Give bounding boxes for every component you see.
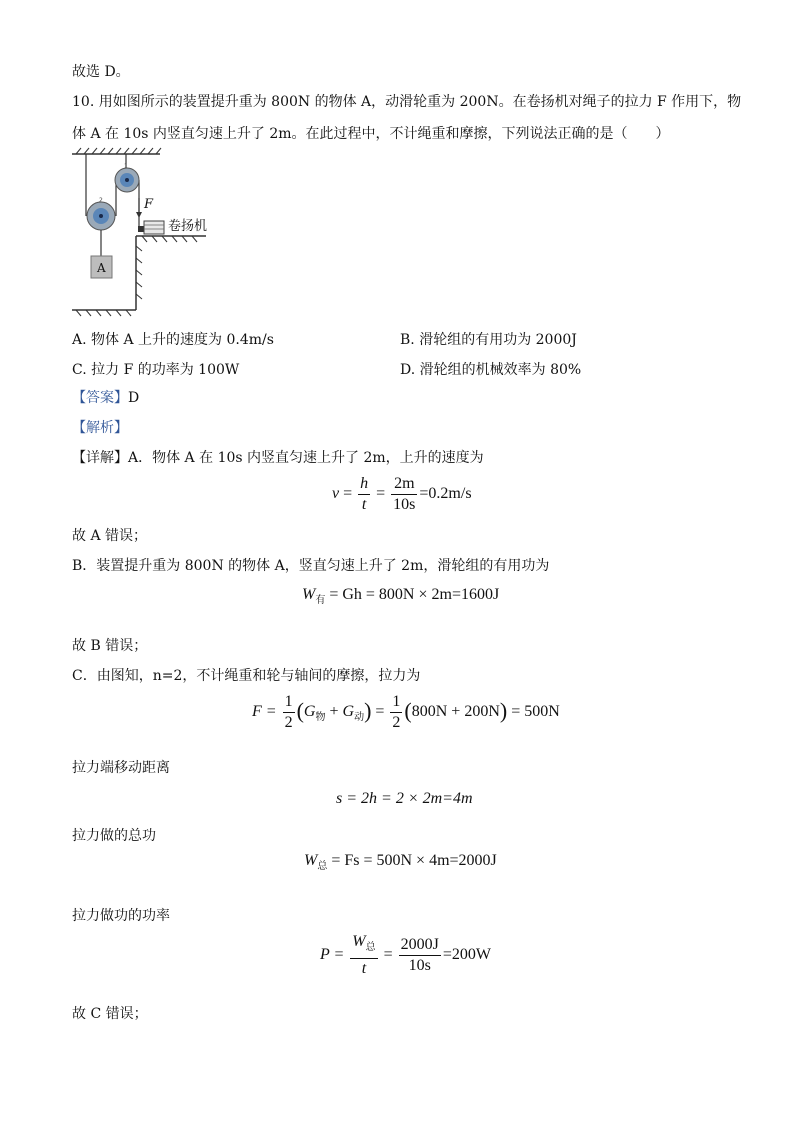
w-total-sub: 总: [317, 861, 328, 872]
p-den2: 10s: [408, 957, 431, 974]
f-lhs: F =: [252, 703, 281, 721]
p-num2: 2000J: [399, 935, 441, 956]
f-half-num-2: 1: [390, 692, 402, 713]
pulley-bottom-label: 2: [99, 197, 103, 204]
question-line-1: 10. 用如图所示的装置提升重为 800N 的物体 A，动滑轮重为 200N。在卷扬机对绳子的拉力 F 作用下，物: [72, 94, 742, 110]
answer-value: D: [128, 390, 140, 406]
option-a: A. 物体 A 上升的速度为 0.4m/s: [72, 332, 274, 348]
detail-tag: 【详解】: [72, 450, 128, 466]
power-formula: P = $\frac{W_总}{t}$ = $\frac{2000J}{10s}$ =200W: [320, 933, 491, 977]
option-b: B. 滑轮组的有用功为 2000J: [400, 332, 577, 348]
p-num: W: [352, 933, 366, 950]
power-text: 拉力做功的功率: [72, 908, 170, 924]
force-formula: F = $\frac{1}{2}$ $(G_物 + G_动)$ = $\frac{1}{2}$ (800N + 200N) = 500N: [252, 693, 560, 731]
f-half-2: [390, 692, 402, 733]
useful-work-formula: [302, 586, 499, 606]
total-work-text: 拉力做的总功: [72, 828, 156, 844]
w-useful-sub: 有: [315, 595, 326, 606]
pulley-figure: [72, 146, 232, 318]
answer-tag: 【答案】: [72, 390, 128, 406]
f-numbers: 800N + 200N: [411, 703, 500, 721]
detail-a-text: A．物体 A 在 10s 内竖直匀速上升了 2m，上升的速度为: [128, 450, 484, 466]
p-num-sub: 总: [365, 942, 376, 953]
w-total-symbol: W: [304, 852, 318, 869]
option-c: C. 拉力 F 的功率为 100W: [72, 362, 240, 378]
f-half-den-2: 2: [392, 714, 401, 731]
f-result: = 500N: [507, 703, 560, 721]
v-den2: 10s: [393, 496, 416, 513]
force-label: F: [144, 197, 154, 212]
detail-b-conclusion: 故 B 错误；: [72, 638, 148, 654]
f-half-den: 2: [284, 714, 293, 731]
p-fraction-2: [399, 935, 441, 976]
f-half-num: 1: [283, 692, 295, 713]
v-num2: 2m: [391, 474, 417, 495]
distance-text: 拉力端移动距离: [72, 760, 170, 776]
detail-a-line: [72, 448, 484, 468]
block-a-label: A: [97, 261, 106, 275]
v-symbol: v: [332, 485, 340, 503]
detail-c-conclusion: 故 C 错误；: [72, 1006, 148, 1022]
winch-label: 卷扬机: [168, 219, 208, 234]
answer-line: [72, 388, 139, 408]
w-useful-rhs: = Gh = 800N × 2m=1600J: [325, 586, 500, 603]
v-den: t: [361, 496, 367, 513]
question-line-2: 体 A 在 10s 内竖直匀速上升了 2m。在此过程中，不计绳重和摩擦，下列说法正确的是（ ）: [72, 126, 670, 142]
f-g1-sub: 物: [315, 712, 326, 724]
pulley-top-label: 1: [124, 163, 128, 170]
w-useful-symbol: W: [302, 586, 316, 603]
detail-c-line: C．由图知，n=2，不计绳重和轮与轴间的摩擦，拉力为: [72, 668, 421, 684]
v-num: h: [358, 474, 370, 495]
p-den: t: [361, 960, 367, 977]
intro-line: 故选 D。: [72, 64, 130, 80]
p-fraction-1: [350, 932, 377, 979]
velocity-formula: v = $\frac{h}{t}$ = $\frac{2m}{10s}$ =0.2m/s: [332, 475, 472, 513]
f-g1: G: [303, 703, 316, 721]
analysis-tag: 【解析】: [72, 420, 128, 436]
pulley-diagram: [72, 146, 232, 318]
distance-formula: s = 2h = 2 × 2m=4m: [336, 790, 473, 807]
total-work-formula: [304, 852, 497, 872]
option-d: D. 滑轮组的机械效率为 80%: [400, 362, 582, 378]
f-g2-sub: 动: [354, 712, 365, 724]
p-result: =200W: [442, 946, 491, 964]
v-fraction-1: [358, 474, 370, 515]
v-fraction-2: [391, 474, 417, 515]
f-g2: G: [342, 703, 355, 721]
detail-a-conclusion: 故 A 错误；: [72, 528, 148, 544]
p-lhs: P =: [320, 946, 349, 964]
detail-b-line: B．装置提升重为 800N 的物体 A，竖直匀速上升了 2m，滑轮组的有用功为: [72, 558, 550, 574]
w-total-rhs: = Fs = 500N × 4m=2000J: [327, 852, 497, 869]
f-half-1: [283, 692, 295, 733]
v-result: =0.2m/s: [419, 485, 472, 503]
